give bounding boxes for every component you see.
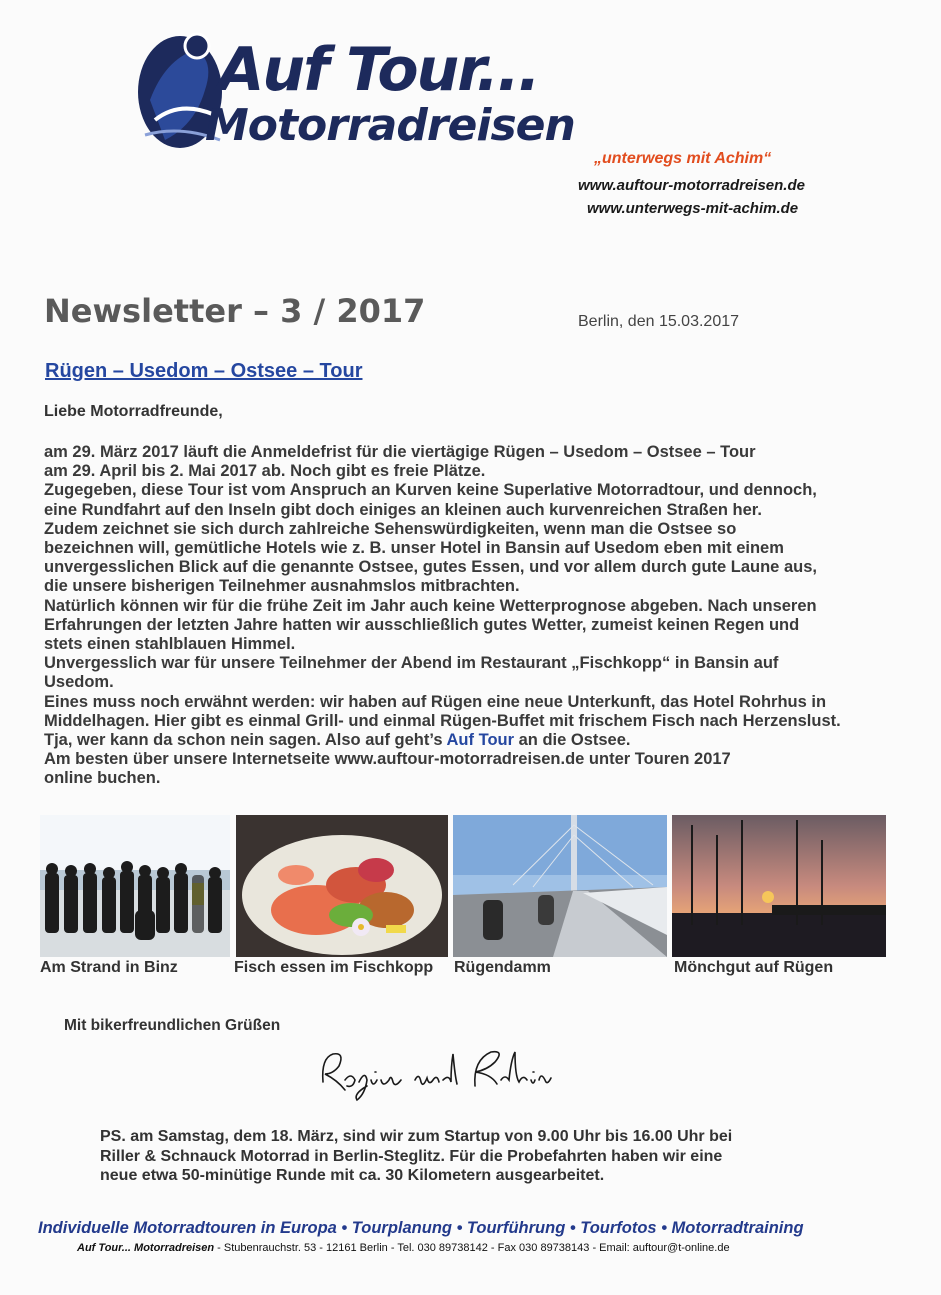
- photo-caption: Fisch essen im Fischkopp: [234, 959, 434, 976]
- photo-strand-binz: [40, 815, 230, 957]
- logo-title: Auf Tour...: [218, 35, 539, 105]
- website-link-auftour[interactable]: www.auftour-motorradreisen.de: [578, 177, 805, 194]
- body-text-segment: Tja, wer kann da schon nein sagen. Also auf geht’s: [44, 731, 447, 750]
- auf-tour-highlight: Auf Tour: [446, 731, 515, 750]
- greeting: Liebe Motorradfreunde,: [44, 403, 223, 420]
- body-line: Middelhagen. Hier gibt es einmal Grill- und einmal Rügen-Buffet mit frischem Fisch nach Herzenslust.: [44, 711, 841, 730]
- body-line: unvergesslichen Blick auf die genannte Ostsee, gutes Essen, und vor allem durch gute Laune aus,: [44, 558, 817, 577]
- photo-ruegendamm: [453, 815, 667, 957]
- footer-company: Auf Tour... Motorradreisen: [77, 1242, 215, 1254]
- body-line: Usedom.: [44, 673, 114, 692]
- body-line: Erfahrungen der letzten Jahre hatten wir ausschließlich gutes Wetter, zumeist keinen Regen und: [44, 615, 800, 634]
- tagline: „unterwegs mit Achim“: [594, 150, 772, 167]
- newsletter-body: [44, 443, 924, 789]
- body-line: [44, 731, 924, 750]
- body-text-segment: an die Ostsee.: [514, 731, 631, 750]
- body-line: Unvergesslich war für unsere Teilnehmer der Abend im Restaurant „Fischkopp“ in Bansin auf: [44, 654, 779, 673]
- body-line: Zugegeben, diese Tour ist vom Anspruch an Kurven keine Superlative Motorradtour, und dennoch,: [44, 481, 817, 500]
- photo-caption: Mönchgut auf Rügen: [674, 959, 834, 976]
- body-line: Eines muss noch erwähnt werden: wir haben auf Rügen eine neue Unterkunft, das Hotel Rohrhus in: [44, 692, 827, 711]
- postscript: [100, 1127, 880, 1186]
- body-line: Am besten über unsere Internetseite www.auftour-motorradreisen.de unter Touren 2017: [44, 750, 731, 769]
- body-line: eine Rundfahrt auf den Inseln gibt doch einiges an kleinen auch kurvenreichen Straßen her.: [44, 500, 762, 519]
- body-line: stets einen stahlblauen Himmel.: [44, 635, 296, 654]
- photo-fischkopp: [236, 815, 448, 957]
- ps-line: neue etwa 50-minütige Runde mit ca. 30 Kilometern ausgearbeitet.: [100, 1167, 605, 1184]
- logo-subtitle: Motorradreisen: [205, 100, 575, 151]
- footer-address: - Stubenrauchstr. 53 - 12161 Berlin - Tel. 030 89738142 - Fax 030 89738143 - Email: auftour@t-online.de: [214, 1242, 730, 1254]
- body-line: die unsere bisherigen Teilnehmer ausnahmslos mitbrachten.: [44, 577, 520, 596]
- tour-title: Rügen – Usedom – Ostsee – Tour: [45, 360, 363, 382]
- ps-line: Riller & Schnauck Motorrad in Berlin-Steglitz. Für die Probefahrten haben wir eine: [100, 1147, 723, 1165]
- closing: Mit bikerfreundlichen Grüßen: [64, 1017, 281, 1034]
- body-line: am 29. März 2017 läuft die Anmeldefrist für die viertägige Rügen – Usedom – Ostsee – Tour: [44, 443, 756, 461]
- body-line: bezeichnen will, gemütliche Hotels wie z. B. unser Hotel in Bansin auf Usedom eben mit einem: [44, 539, 784, 558]
- website-link-achim[interactable]: www.unterwegs-mit-achim.de: [587, 200, 799, 217]
- photo-moenchgut: [672, 815, 886, 957]
- body-line: Zudem zeichnet sie sich durch zahlreiche Sehenswürdigkeiten, wenn man die Ostsee so: [44, 519, 737, 538]
- footer-contact: [77, 1242, 730, 1254]
- body-line: online buchen.: [44, 769, 161, 788]
- photo-caption: Am Strand in Binz: [40, 959, 178, 976]
- body-line: Natürlich können wir für die frühe Zeit im Jahr auch keine Wetterprognose abgeben. Nach unseren: [44, 596, 817, 615]
- body-line: am 29. April bis 2. Mai 2017 ab. Noch gibt es freie Plätze.: [44, 462, 486, 481]
- photo-caption: Rügendamm: [454, 959, 551, 976]
- footer-services: Individuelle Motorradtouren in Europa • Tourplanung • Tourführung • Tourfotos • Motorradtraining: [38, 1219, 804, 1237]
- ps-line: PS. am Samstag, dem 18. März, sind wir zum Startup von 9.00 Uhr bis 16.00 Uhr bei: [100, 1128, 733, 1145]
- handwritten-signature: [315, 1040, 555, 1110]
- newsletter-date: Berlin, den 15.03.2017: [578, 313, 740, 330]
- newsletter-title: Newsletter – 3 / 2017: [44, 292, 426, 330]
